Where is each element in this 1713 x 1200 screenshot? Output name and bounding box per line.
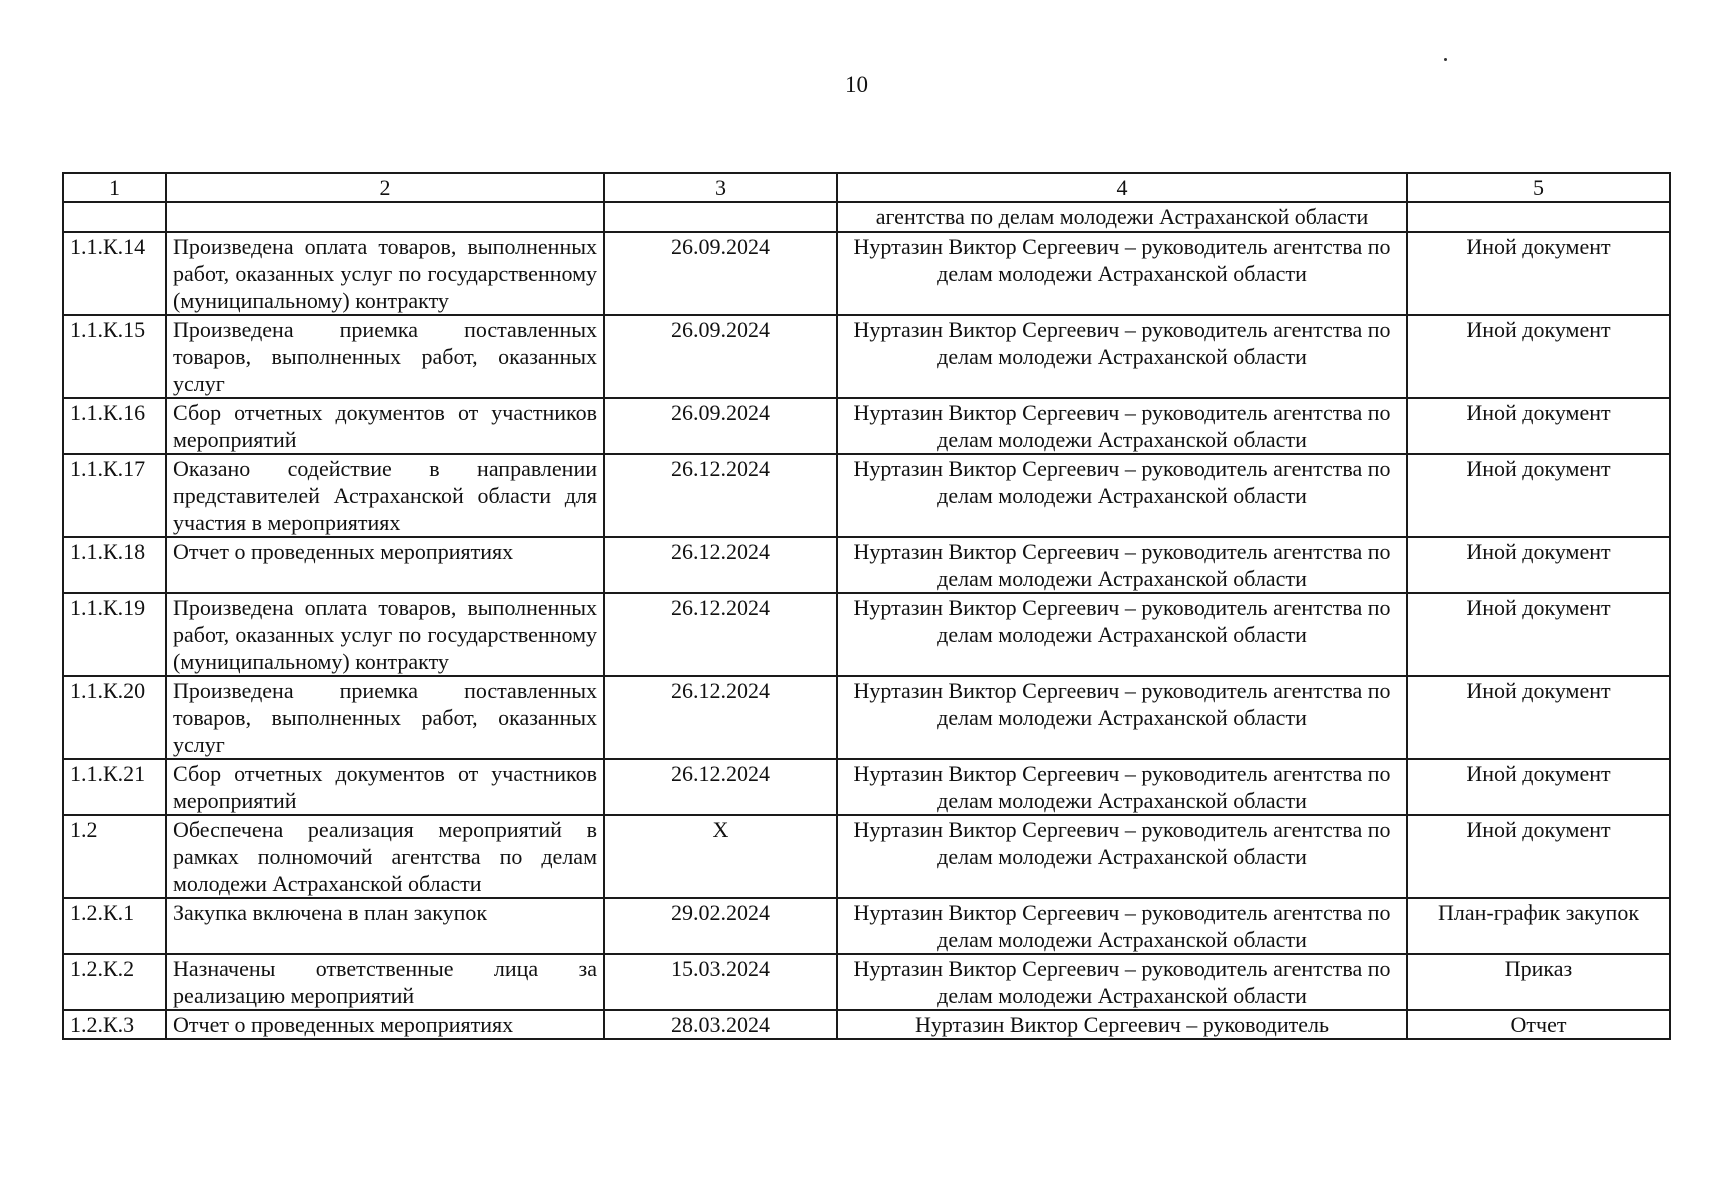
- cell-responsible: Нуртазин Виктор Сергеевич – руководитель агентства по делам молодежи Астраханской области: [837, 232, 1407, 315]
- header-cell-4: 4: [837, 173, 1407, 202]
- table-row: [63, 759, 1670, 815]
- cell-responsible: Нуртазин Виктор Сергеевич – руководитель агентства по делам молодежи Астраханской области: [837, 676, 1407, 759]
- cell-description: Сбор отчетных документов от участников мероприятий: [166, 759, 604, 815]
- cell-number: 1.1.К.18: [63, 537, 166, 593]
- cell-number: 1.1.К.16: [63, 398, 166, 454]
- cell-number: 1.2.К.1: [63, 898, 166, 954]
- cell-document: Отчет: [1407, 1010, 1670, 1039]
- cell-document: Иной документ: [1407, 676, 1670, 759]
- cell-description: Отчет о проведенных мероприятиях: [166, 1010, 604, 1039]
- cell-responsible: Нуртазин Виктор Сергеевич – руководитель агентства по делам молодежи Астраханской области: [837, 954, 1407, 1010]
- table-row: [63, 898, 1670, 954]
- cell-number: 1.1.К.19: [63, 593, 166, 676]
- cell-date: 26.09.2024: [604, 315, 837, 398]
- cell-description: Отчет о проведенных мероприятиях: [166, 537, 604, 593]
- cell-document: Иной документ: [1407, 398, 1670, 454]
- cell-document: Иной документ: [1407, 232, 1670, 315]
- cell-document: Иной документ: [1407, 315, 1670, 398]
- table-row: [63, 537, 1670, 593]
- scan-speck: [1444, 58, 1447, 61]
- cell-responsible: Нуртазин Виктор Сергеевич – руководитель агентства по делам молодежи Астраханской области: [837, 398, 1407, 454]
- page-number: 10: [845, 72, 868, 97]
- cell-description: [166, 202, 604, 232]
- cell-responsible: Нуртазин Виктор Сергеевич – руководитель агентства по делам молодежи Астраханской области: [837, 593, 1407, 676]
- cell-description: Закупка включена в план закупок: [166, 898, 604, 954]
- table-row: [63, 954, 1670, 1010]
- cell-number: 1.1.К.21: [63, 759, 166, 815]
- cell-document: План-график закупок: [1407, 898, 1670, 954]
- cell-document: [1407, 202, 1670, 232]
- cell-description: Произведена оплата товаров, выполненных работ, оказанных услуг по государственному (муниципальному) контракту: [166, 593, 604, 676]
- cell-responsible: агентства по делам молодежи Астраханской области: [837, 202, 1407, 232]
- cell-date: 26.09.2024: [604, 232, 837, 315]
- plan-table: [62, 172, 1671, 1040]
- cell-description: Произведена приемка поставленных товаров, выполненных работ, оказанных услуг: [166, 315, 604, 398]
- cell-number: 1.1.К.17: [63, 454, 166, 537]
- cell-description: Сбор отчетных документов от участников мероприятий: [166, 398, 604, 454]
- cell-date: 26.12.2024: [604, 759, 837, 815]
- cell-document: Иной документ: [1407, 815, 1670, 898]
- cell-document: Приказ: [1407, 954, 1670, 1010]
- cell-document: Иной документ: [1407, 759, 1670, 815]
- cell-date: 28.03.2024: [604, 1010, 837, 1039]
- cell-date: [604, 202, 837, 232]
- header-cell-2: 2: [166, 173, 604, 202]
- cell-description: Обеспечена реализация мероприятий в рамках полномочий агентства по делам молодежи Астраханской области: [166, 815, 604, 898]
- cell-description: Произведена оплата товаров, выполненных работ, оказанных услуг по государственному (муниципальному) контракту: [166, 232, 604, 315]
- cell-number: 1.1.К.14: [63, 232, 166, 315]
- cell-number: 1.2.К.2: [63, 954, 166, 1010]
- cell-document: Иной документ: [1407, 593, 1670, 676]
- table-row: [63, 593, 1670, 676]
- table-row: [63, 232, 1670, 315]
- cell-responsible: Нуртазин Виктор Сергеевич – руководитель агентства по делам молодежи Астраханской области: [837, 454, 1407, 537]
- table-row: [63, 398, 1670, 454]
- cell-responsible: Нуртазин Виктор Сергеевич – руководитель агентства по делам молодежи Астраханской области: [837, 759, 1407, 815]
- table-row: [63, 815, 1670, 898]
- cell-responsible: Нуртазин Виктор Сергеевич – руководитель агентства по делам молодежи Астраханской области: [837, 315, 1407, 398]
- header-cell-1: 1: [63, 173, 166, 202]
- table-row: [63, 1010, 1670, 1039]
- cell-date: 26.09.2024: [604, 398, 837, 454]
- cell-description: Оказано содействие в направлении представителей Астраханской области для участия в мероприятиях: [166, 454, 604, 537]
- cell-date: 15.03.2024: [604, 954, 837, 1010]
- cell-number: 1.1.К.15: [63, 315, 166, 398]
- cell-number: 1.2: [63, 815, 166, 898]
- cell-number: [63, 202, 166, 232]
- cell-date: 26.12.2024: [604, 676, 837, 759]
- cell-responsible: Нуртазин Виктор Сергеевич – руководитель: [837, 1010, 1407, 1039]
- cell-date: X: [604, 815, 837, 898]
- table-row: [63, 315, 1670, 398]
- continuation-row: [63, 202, 1670, 232]
- cell-document: Иной документ: [1407, 454, 1670, 537]
- header-row: [63, 173, 1670, 202]
- cell-date: 26.12.2024: [604, 593, 837, 676]
- table-row: [63, 676, 1670, 759]
- cell-date: 26.12.2024: [604, 537, 837, 593]
- cell-responsible: Нуртазин Виктор Сергеевич – руководитель агентства по делам молодежи Астраханской области: [837, 537, 1407, 593]
- cell-date: 29.02.2024: [604, 898, 837, 954]
- cell-responsible: Нуртазин Виктор Сергеевич – руководитель агентства по делам молодежи Астраханской области: [837, 898, 1407, 954]
- cell-description: Назначены ответственные лица за реализацию мероприятий: [166, 954, 604, 1010]
- header-cell-5: 5: [1407, 173, 1670, 202]
- header-cell-3: 3: [604, 173, 837, 202]
- cell-number: 1.1.К.20: [63, 676, 166, 759]
- cell-document: Иной документ: [1407, 537, 1670, 593]
- cell-description: Произведена приемка поставленных товаров, выполненных работ, оказанных услуг: [166, 676, 604, 759]
- cell-responsible: Нуртазин Виктор Сергеевич – руководитель агентства по делам молодежи Астраханской области: [837, 815, 1407, 898]
- cell-date: 26.12.2024: [604, 454, 837, 537]
- cell-number: 1.2.К.3: [63, 1010, 166, 1039]
- table-row: [63, 454, 1670, 537]
